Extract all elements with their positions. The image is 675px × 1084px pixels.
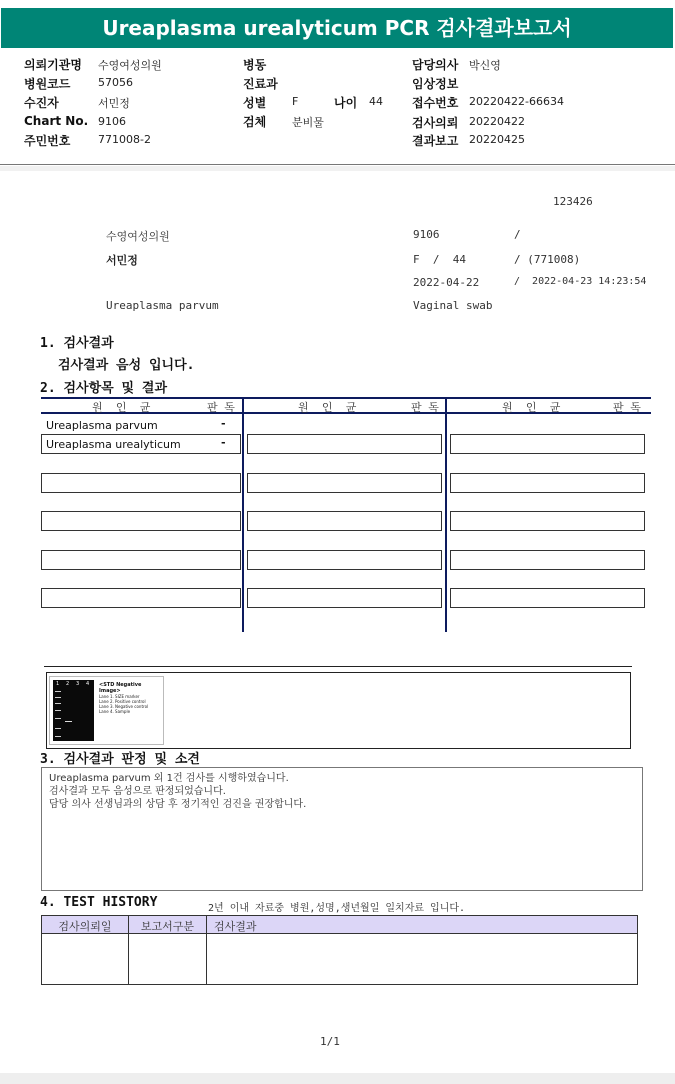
table-cell	[450, 588, 645, 608]
specimen-label: 검체	[243, 115, 267, 129]
info-request-date: 2022-04-22	[413, 276, 480, 289]
lane-label: 4	[86, 681, 90, 687]
opinion-line: 담당 의사 선생님과의 상담 후 정기적인 검진을 권장합니다.	[49, 799, 307, 810]
chart-no-label: Chart No.	[24, 114, 89, 128]
section3-title: 3. 검사결과 판정 및 소견	[40, 752, 200, 767]
th-organism-2: 원 인 균	[298, 401, 357, 414]
table-cell	[247, 550, 442, 570]
gel-caption: <STD Negative Image>	[99, 682, 142, 694]
age-value: 44	[369, 95, 383, 108]
info-slash: /	[514, 228, 521, 241]
table-cell	[247, 511, 442, 531]
report-number: 123426	[553, 195, 593, 208]
gel-band	[55, 703, 61, 704]
patient-label: 수진자	[24, 96, 59, 110]
gel-photo	[53, 680, 94, 741]
gel-band	[65, 721, 72, 722]
info-report-datetime: / 2022-04-23 14:23:54	[514, 276, 647, 287]
page-number: 1/1	[320, 1035, 340, 1048]
section1-result: 검사결과 음성 입니다.	[58, 358, 195, 373]
opinion-line: 검사결과 모두 음성으로 판정되었습니다.	[49, 786, 226, 797]
gel-legend-item: Lane 2. Positive control	[99, 699, 146, 704]
hospital-code-label: 병원코드	[24, 77, 71, 91]
history-th-type: 보고서구분	[140, 920, 195, 933]
gel-legend-item: Lane 1. SIZE marker	[99, 694, 140, 699]
result-value-1: -	[221, 417, 226, 430]
section2-title: 2. 검사항목 및 결과	[40, 381, 168, 396]
info-hospital: 수영여성의원	[106, 230, 170, 243]
gel-band	[55, 697, 61, 698]
table-cell	[41, 473, 241, 493]
section4-title: 4. TEST HISTORY	[40, 895, 158, 910]
table-cell	[41, 550, 241, 570]
gel-band	[55, 710, 61, 711]
request-date-label: 검사의뢰	[412, 116, 459, 130]
lane-label: 2	[66, 681, 70, 687]
history-th-result: 검사결과	[214, 920, 257, 933]
chart-no-value: 9106	[98, 115, 126, 128]
specimen-value: 분비물	[292, 116, 324, 129]
header-divider	[0, 164, 675, 165]
request-date-value: 20220422	[469, 115, 525, 128]
table-cell	[41, 511, 241, 531]
table-cell	[247, 588, 442, 608]
gel-image	[49, 676, 164, 745]
gel-legend	[99, 694, 148, 714]
table-cell	[450, 550, 645, 570]
info-specimen: Vaginal swab	[413, 299, 493, 312]
resident-no-value: 771008-2	[98, 133, 151, 146]
table-cell	[450, 434, 645, 454]
report-title: Ureaplasma urealyticum PCR 검사결과보고서	[1, 8, 673, 48]
opinion-text	[49, 772, 306, 811]
info-test-name: Ureaplasma parvum	[106, 299, 219, 312]
receipt-no-label: 접수번호	[412, 96, 459, 110]
info-sex-age: F / 44	[413, 253, 466, 266]
doctor-value: 박신영	[469, 59, 501, 72]
resident-no-label: 주민번호	[24, 134, 71, 148]
gel-top-rule	[44, 666, 632, 667]
footer-bar	[0, 1073, 675, 1084]
table-cell	[450, 473, 645, 493]
lane-label: 1	[56, 681, 60, 687]
table-divider-2	[445, 397, 447, 632]
receipt-no-value: 20220422-66634	[469, 95, 564, 108]
gel-legend-item: Lane 4. Sample	[99, 709, 131, 714]
table-cell	[247, 434, 442, 454]
th-judge-1: 판 독	[207, 401, 235, 414]
age-label: 나이	[334, 96, 358, 110]
gel-legend-item: Lane 3. Negative control	[99, 704, 149, 709]
th-organism-3: 원 인 균	[502, 401, 561, 414]
hospital-name-value: 수영여성의원	[98, 59, 162, 72]
hospital-code-value: 57056	[98, 76, 133, 89]
patient-value: 서민정	[98, 97, 130, 110]
table-cell	[41, 588, 241, 608]
info-patient: 서민정	[106, 254, 138, 267]
result-name-1: Ureaplasma parvum	[46, 419, 158, 432]
doctor-label: 담당의사	[412, 58, 459, 72]
gel-band	[55, 718, 61, 719]
info-chart: 9106	[413, 228, 440, 241]
hospital-name-label: 의뢰기관명	[24, 58, 82, 72]
th-organism-1: 원 인 균	[92, 401, 151, 414]
report-date-label: 결과보고	[412, 134, 459, 148]
ward-label: 병동	[243, 58, 267, 72]
history-col-divider	[206, 916, 207, 984]
lane-label: 3	[76, 681, 80, 687]
table-cell	[450, 511, 645, 531]
gel-band	[55, 736, 61, 737]
report-date-value: 20220425	[469, 133, 525, 146]
opinion-line: Ureaplasma parvum 외 1건 검사를 시행하였습니다.	[49, 773, 289, 784]
gel-band	[55, 728, 61, 729]
th-judge-2: 판 독	[411, 401, 439, 414]
history-note: 2년 이내 자료중 병원,성명,생년월일 일치자료 입니다.	[208, 903, 466, 914]
result-value-2: -	[221, 436, 226, 449]
sex-value: F	[292, 95, 299, 108]
dept-label: 진료과	[243, 77, 278, 91]
gel-band	[55, 691, 61, 692]
table-divider-1	[242, 397, 244, 632]
table-cell	[247, 473, 442, 493]
result-name-2: Ureaplasma urealyticum	[46, 438, 181, 451]
header-shadow	[0, 166, 675, 171]
sex-label: 성별	[243, 96, 267, 110]
history-table	[41, 915, 638, 985]
history-th-date: 검사의뢰일	[58, 920, 112, 933]
info-birth: / (771008)	[514, 253, 581, 266]
section1-title: 1. 검사결과	[40, 336, 114, 351]
clinical-info-label: 임상정보	[412, 77, 459, 91]
th-judge-3: 판 독	[613, 401, 641, 414]
